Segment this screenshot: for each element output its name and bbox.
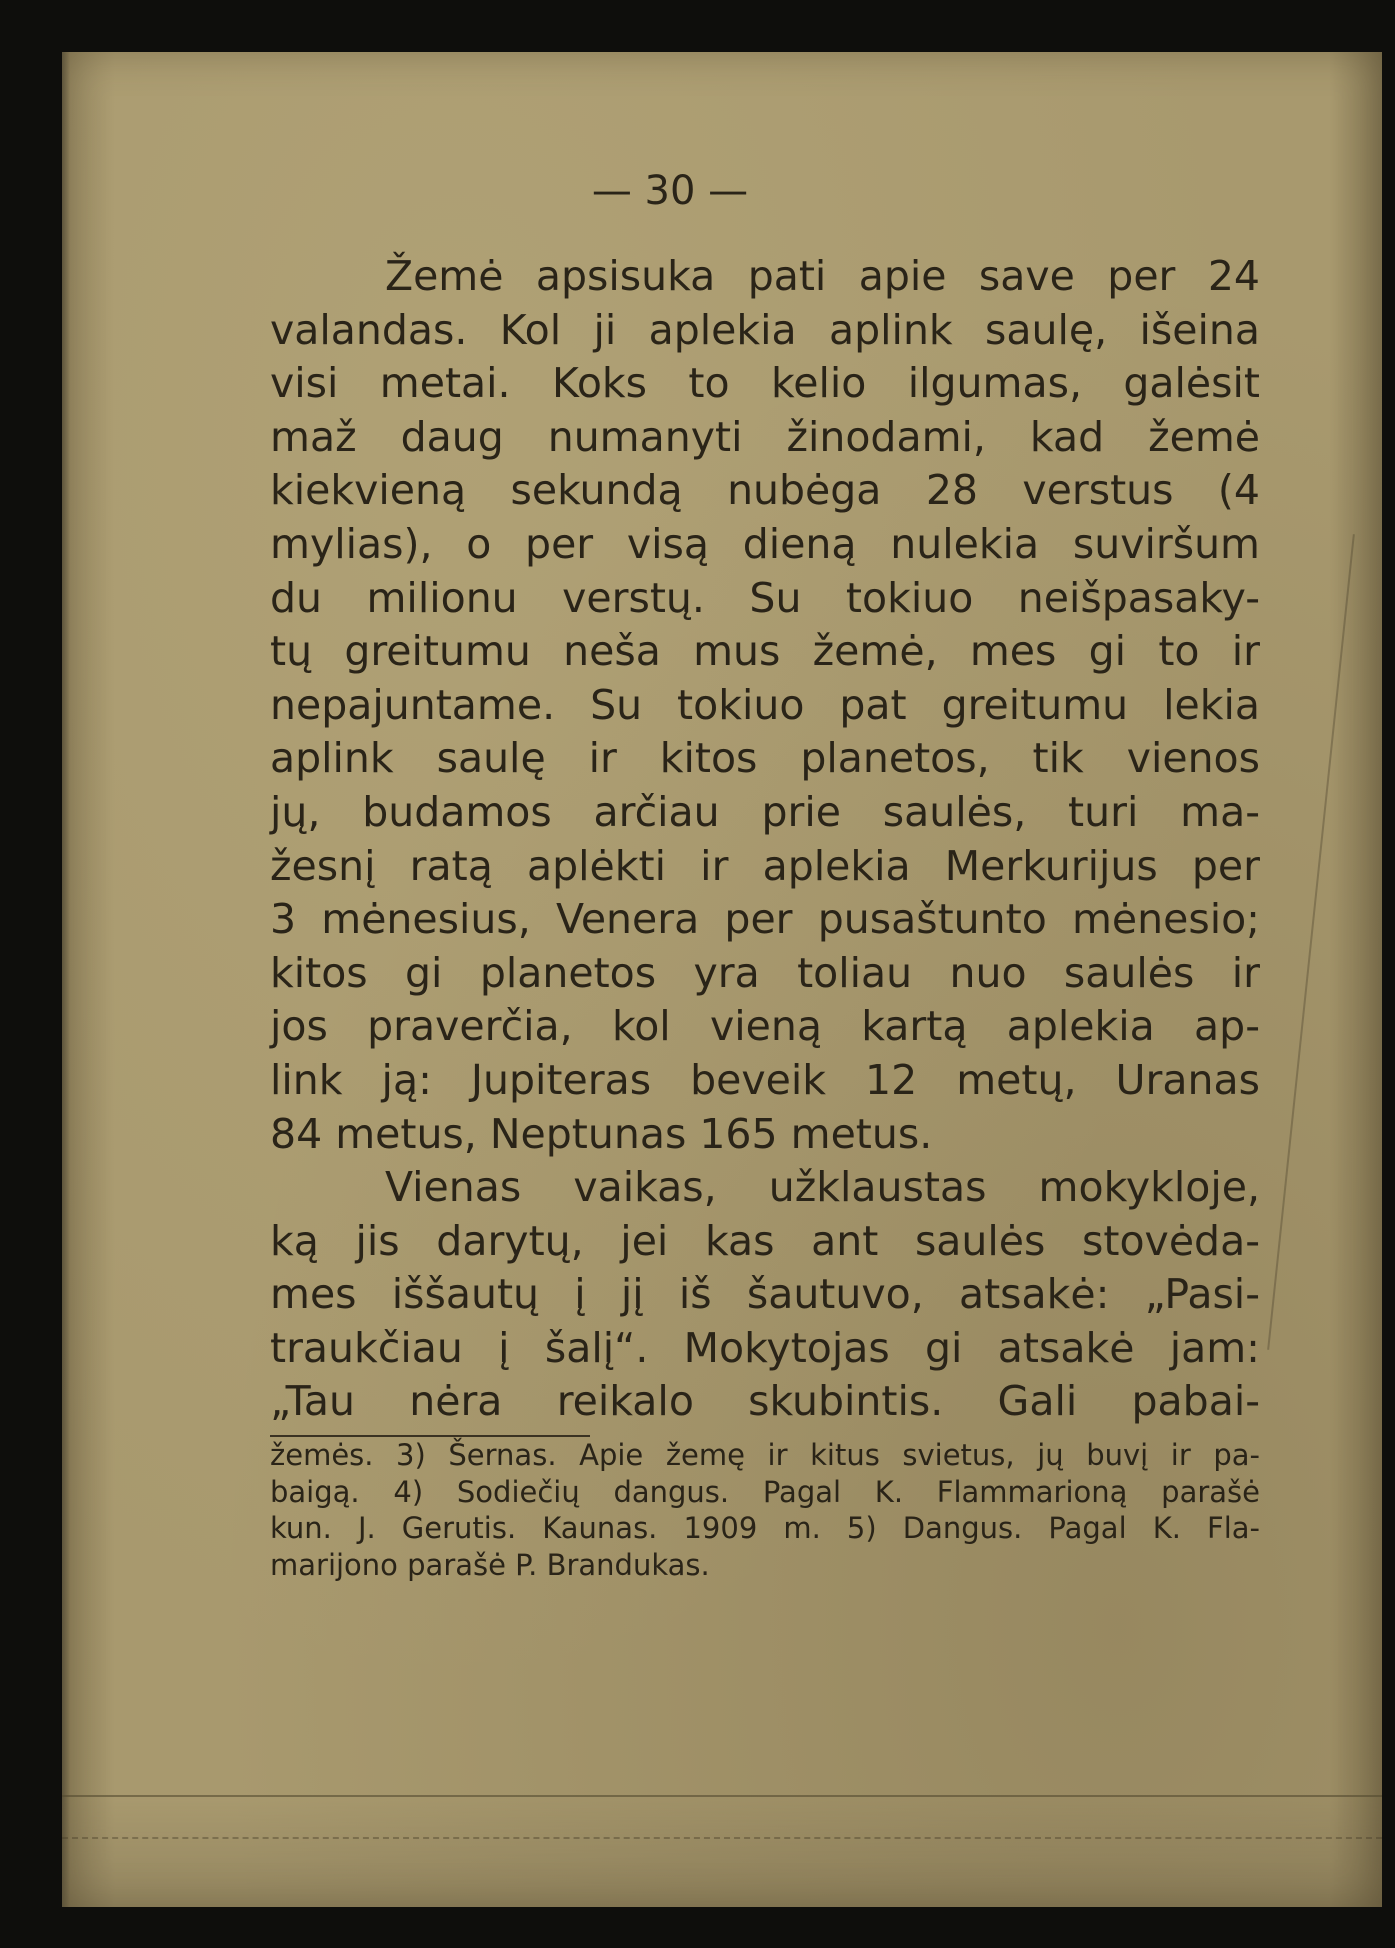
- text-line: du milionu verstų. Su tokiuo neišpasaky-: [270, 573, 1260, 622]
- text-line: mylias), o per visą dieną nulekia suviršum: [270, 519, 1260, 568]
- text-line: link ją: Jupiteras beveik 12 metų, Uranas: [270, 1055, 1260, 1104]
- footnote-line: marijono parašė P. Brandukas.: [270, 1547, 710, 1582]
- page-bottom-margin: [62, 1795, 1382, 1907]
- footnote: [270, 1437, 1260, 1583]
- text-line: traukčiau į šalį“. Mokytojas gi atsakė jam:: [270, 1323, 1260, 1372]
- text-line: 84 metus, Neptunas 165 metus.: [270, 1109, 933, 1158]
- text-line: Žemė apsisuka pati apie save per 24: [385, 252, 1260, 300]
- paragraph-1: [270, 250, 1260, 1161]
- text-line: tų greitumu neša mus žemė, mes gi to ir: [270, 627, 1260, 676]
- text-line: kitos gi planetos yra toliau nuo saulės ir: [270, 948, 1260, 997]
- footnote-line: kun. J. Gerutis. Kaunas. 1909 m. 5) Dangus. Pagal K. Fla-: [270, 1511, 1260, 1546]
- text-line: žesnį ratą aplėkti ir aplekia Merkurijus per: [270, 841, 1260, 890]
- text-line: mes iššautų į jį iš šautuvo, atsakė: „Pasi-: [270, 1270, 1260, 1319]
- text-line: ką jis darytų, jei kas ant saulės stovėda-: [270, 1216, 1260, 1265]
- text-line: visi metai. Koks to kelio ilgumas, galėsit: [270, 359, 1260, 408]
- text-line: Vienas vaikas, užklaustas mokykloje,: [385, 1163, 1260, 1212]
- text-line: kiekvieną sekundą nubėga 28 verstus (4: [270, 466, 1260, 515]
- text-block: [270, 168, 1260, 1583]
- text-line: nepajuntame. Su tokiuo pat greitumu lekia: [270, 680, 1260, 729]
- text-line: jų, budamos arčiau prie saulės, turi ma-: [270, 787, 1260, 836]
- footnote-line: baigą. 4) Sodiečių dangus. Pagal K. Flammarioną parašė: [270, 1474, 1260, 1509]
- paragraph-2: [270, 1161, 1260, 1429]
- page-crease: [1267, 534, 1355, 1350]
- text-line: „Tau nėra reikalo skubintis. Gali pabai-: [270, 1377, 1260, 1426]
- text-line: maž daug numanyti žinodami, kad žemė: [270, 412, 1260, 461]
- text-line: valandas. Kol ji aplekia aplink saulę, išeina: [270, 305, 1260, 354]
- text-line: aplink saulę ir kitos planetos, tik vienos: [270, 734, 1260, 783]
- text-line: jos praverčia, kol vieną kartą aplekia ap-: [270, 1002, 1260, 1051]
- page-number: — 30 —: [591, 168, 749, 214]
- text-line: 3 mėnesius, Venera per pusaštunto mėnesio;: [270, 895, 1260, 944]
- footnote-line: žemės. 3) Šernas. Apie žemę ir kitus svietus, jų buvį ir pa-: [270, 1438, 1260, 1473]
- page-left-edge: [62, 52, 70, 1907]
